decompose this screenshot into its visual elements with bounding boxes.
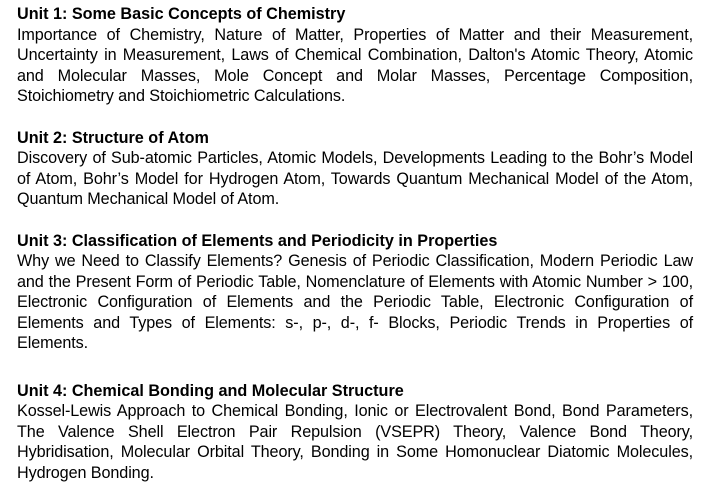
section-spacer	[17, 107, 693, 128]
unit-3-section	[17, 231, 693, 354]
unit-3-heading: Unit 3: Classification of Elements and Periodicity in Properties	[17, 231, 498, 250]
unit-1-heading: Unit 1: Some Basic Concepts of Chemistry	[17, 5, 346, 23]
unit-2-topics: Discovery of Sub-atomic Particles, Atomic Models, Developments Leading to the Bohr’s Model of Atom, Bohr’s Model for Hydrogen Atom, Towards Quantum Mechanical Model of the Atom, Quantum Mechanical Model of Atom.	[17, 149, 693, 208]
unit-1-topics: Importance of Chemistry, Nature of Matter, Properties of Matter and their Measurement, Uncertainty in Measurement, Laws of Chemical Combination, Dalton's Atomic Theory, Atomic and Molecular Masses, Mole Concept and Molar Masses, Percentage Composition, Stoichiometry and Stoichiometric Calculations.	[17, 25, 693, 105]
section-spacer	[17, 210, 693, 231]
unit-2-heading: Unit 2: Structure of Atom	[17, 128, 209, 147]
unit-4-heading: Unit 4: Chemical Bonding and Molecular Structure	[17, 381, 404, 400]
section-spacer	[17, 354, 693, 381]
unit-2-section	[17, 128, 693, 210]
unit-3-topics: Why we Need to Classify Elements? Genesis of Periodic Classification, Modern Periodic Law and the Present Form of Periodic Table, Nomenclature of Elements with Atomic Number > 100, Electronic Configuration of Elements and the Periodic Table, Electronic Configuration of Elements and Types of Elements: s-, p-, d-, f- Blocks, Periodic Trends in Properties of Elements.	[17, 252, 693, 352]
unit-4-section	[17, 381, 693, 484]
syllabus-document	[17, 4, 693, 483]
unit-1-section	[17, 4, 693, 107]
unit-4-topics: Kossel-Lewis Approach to Chemical Bonding, Ionic or Electrovalent Bond, Bond Parameters, The Valence Shell Electron Pair Repulsion (VSEPR) Theory, Valence Bond Theory, Hybridisation, Molecular Orbital Theory, Bonding in Some Homonuclear Diatomic Molecules, Hydrogen Bonding.	[17, 402, 693, 482]
